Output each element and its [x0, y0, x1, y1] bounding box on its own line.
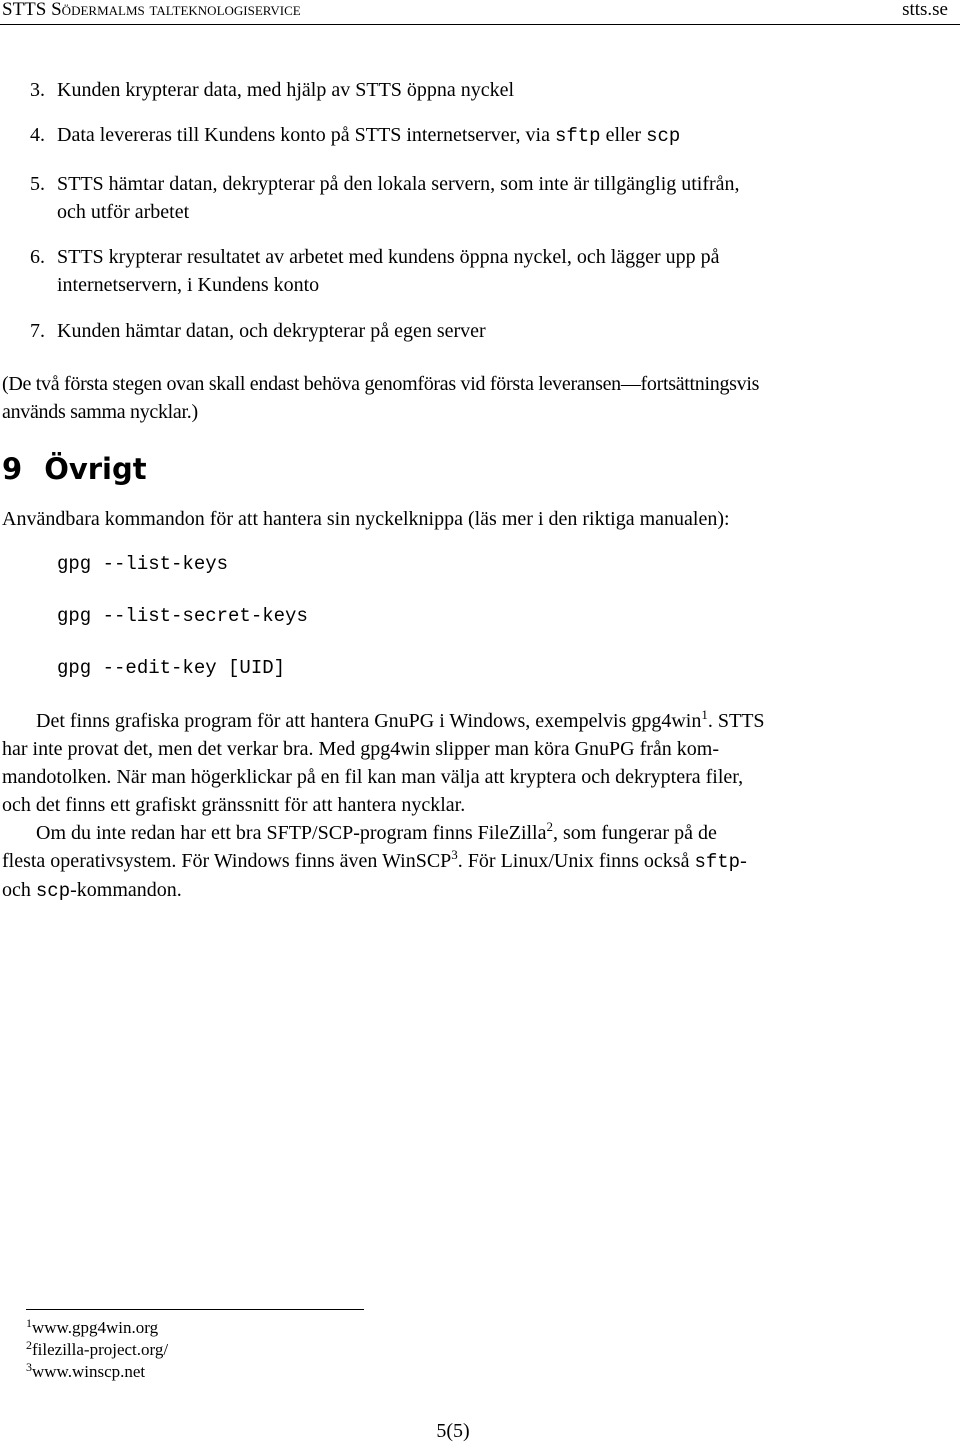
paragraph-gpg4win: Det finns grafiska program för att hantera GnuPG i Windows, exempelvis gpg4win$^1$. STTS har inte provat det, men det verkar bra. Med gpg4win slipper man köra GnuPG från kom- mandotolken. När man högerklickar på en fil kan man välja att kryptera och dekryptera filer, och det finns ett grafiskt gränssnitt för att hantera nycklar.	[2, 707, 765, 816]
section-heading: 9 Övrigt	[2, 452, 147, 486]
footnote: $^3$www.winscp.net	[26, 1360, 146, 1381]
footnote-link: www.winscp.net	[32, 1362, 146, 1381]
code-line: gpg --list-secret-keys	[57, 605, 308, 627]
footnote-link: www.gpg4win.org	[32, 1318, 159, 1337]
inline-code: sftp	[554, 125, 601, 147]
note-paragraph: (De två första stegen ovan skall endast behöva genomföras vid första leveransen—fortsättningsvis används samma nycklar.)	[2, 373, 760, 423]
footnote-ref: 2	[546, 819, 553, 834]
footnote-ref: 3	[451, 847, 458, 862]
header-site: stts.se	[902, 0, 948, 20]
intro-paragraph: Användbara kommandon för att hantera sin nyckelknippa (läs mer i den riktiga manualen):	[2, 508, 730, 530]
paragraph-sftp: Om du inte redan har ett bra SFTP/SCP-program finns FileZilla$^2$, som fungerar på de flesta operativsystem. För Windows finns även WinSCP$^3$. För Linux/Unix finns också sftp- och scp-kommandon.	[2, 819, 747, 902]
code-line: gpg --edit-key [UID]	[57, 657, 286, 679]
footnote-ref: 1	[701, 707, 708, 722]
page-number: 5(5)	[436, 1420, 470, 1442]
inline-code: sftp	[694, 851, 741, 873]
header-organization: STTS Södermalms talteknologiservice	[2, 0, 301, 20]
footnote-link: filezilla-project.org/	[32, 1340, 169, 1359]
inline-code: scp	[646, 125, 681, 147]
code-line: gpg --list-keys	[57, 553, 229, 575]
footnote-rule	[26, 1309, 364, 1310]
footnote: $^2$filezilla-project.org/	[26, 1338, 169, 1359]
footnote: $^1$www.gpg4win.org	[26, 1316, 159, 1337]
inline-code: scp	[35, 880, 71, 902]
running-header	[0, 0, 960, 25]
